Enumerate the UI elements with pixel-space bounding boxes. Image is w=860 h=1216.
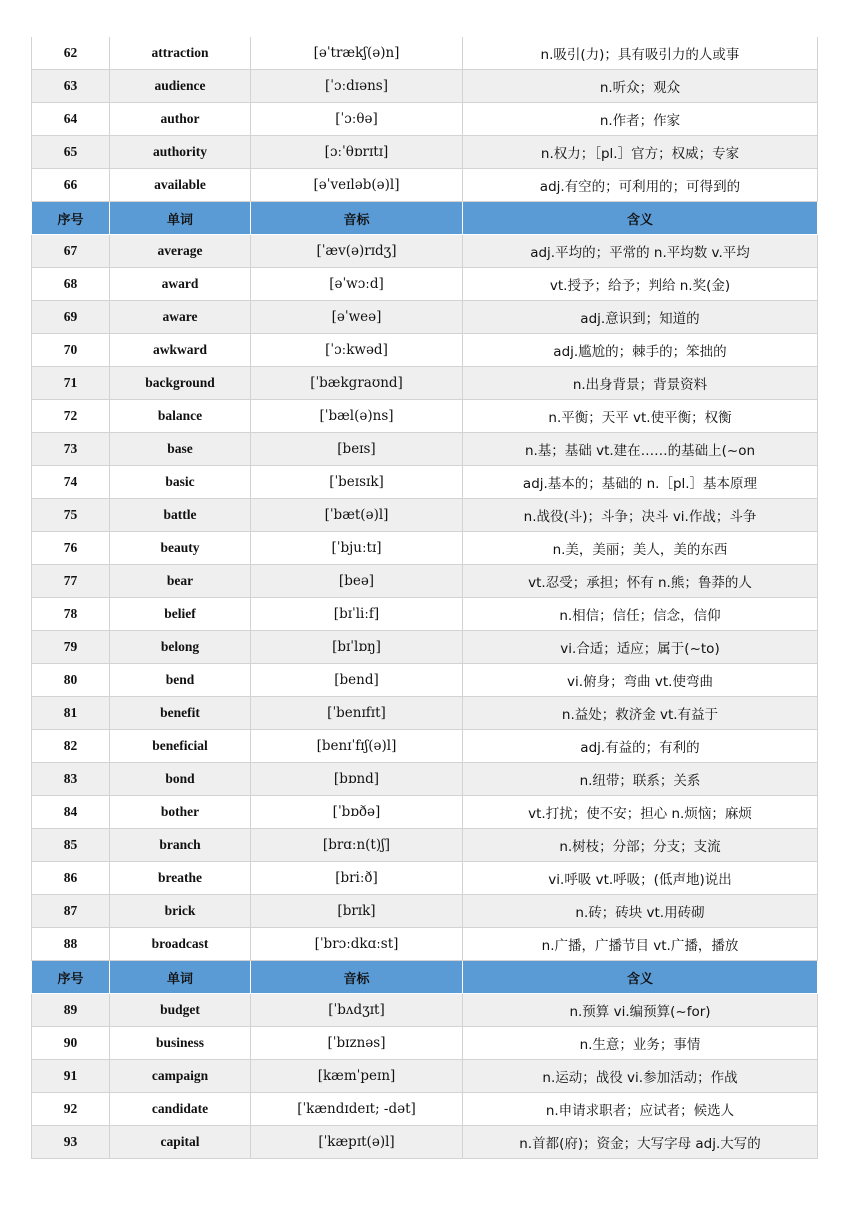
table-row: [32, 136, 818, 169]
header-number: 序号: [32, 202, 110, 235]
entry-phonetic: [brɪk]: [251, 895, 463, 928]
entry-number: 70: [32, 334, 110, 367]
entry-word: audience: [110, 70, 251, 103]
entry-meaning: n.纽带；联系；关系: [463, 763, 818, 796]
entry-word: balance: [110, 400, 251, 433]
entry-meaning: vi.俯身；弯曲 vt.使弯曲: [463, 664, 818, 697]
table-row: [32, 763, 818, 796]
entry-meaning: n.运动；战役 vi.参加活动；作战: [463, 1060, 818, 1093]
entry-number: 77: [32, 565, 110, 598]
entry-word: attraction: [110, 37, 251, 70]
entry-phonetic: [brɑːn(t)ʃ]: [251, 829, 463, 862]
entry-phonetic: [bend]: [251, 664, 463, 697]
entry-phonetic: [ˈɔːkwəd]: [251, 334, 463, 367]
entry-number: 89: [32, 994, 110, 1027]
entry-phonetic: [ɔːˈθɒrɪtɪ]: [251, 136, 463, 169]
entry-phonetic: [əˈweə]: [251, 301, 463, 334]
entry-word: background: [110, 367, 251, 400]
table-header-row: [32, 202, 818, 235]
entry-phonetic: [ˈbjuːtɪ]: [251, 532, 463, 565]
entry-meaning: n.吸引(力)；具有吸引力的人或事: [463, 37, 818, 70]
header-word: 单词: [110, 202, 251, 235]
table-row: [32, 70, 818, 103]
table-row: [32, 400, 818, 433]
entry-number: 84: [32, 796, 110, 829]
entry-meaning: vi.合适；适应；属于(~to): [463, 631, 818, 664]
entry-meaning: n.相信；信任；信念，信仰: [463, 598, 818, 631]
table-row: [32, 466, 818, 499]
table-row: [32, 1093, 818, 1126]
entry-meaning: n.平衡；天平 vt.使平衡；权衡: [463, 400, 818, 433]
table-row: [32, 895, 818, 928]
entry-number: 90: [32, 1027, 110, 1060]
table-row: [32, 37, 818, 70]
entry-meaning: n.听众；观众: [463, 70, 818, 103]
entry-number: 67: [32, 235, 110, 268]
entry-number: 62: [32, 37, 110, 70]
entry-meaning: n.砖；砖块 vt.用砖砌: [463, 895, 818, 928]
table-row: [32, 103, 818, 136]
table-row: [32, 829, 818, 862]
entry-number: 82: [32, 730, 110, 763]
entry-number: 66: [32, 169, 110, 202]
entry-number: 64: [32, 103, 110, 136]
entry-word: awkward: [110, 334, 251, 367]
table-row: [32, 664, 818, 697]
entry-meaning: n.申请求职者；应试者；候选人: [463, 1093, 818, 1126]
header-phonetic: 音标: [251, 961, 463, 994]
table-row: [32, 796, 818, 829]
table-row: [32, 994, 818, 1027]
header-meaning: 含义: [463, 202, 818, 235]
entry-number: 75: [32, 499, 110, 532]
entry-word: budget: [110, 994, 251, 1027]
entry-number: 74: [32, 466, 110, 499]
entry-number: 65: [32, 136, 110, 169]
entry-meaning: n.战役(斗)；斗争；决斗 vi.作战；斗争: [463, 499, 818, 532]
entry-word: author: [110, 103, 251, 136]
entry-word: average: [110, 235, 251, 268]
table-row: [32, 499, 818, 532]
entry-number: 92: [32, 1093, 110, 1126]
entry-word: available: [110, 169, 251, 202]
entry-phonetic: [ˈbækgraʊnd]: [251, 367, 463, 400]
vocabulary-table: [31, 37, 818, 1159]
entry-meaning: n.美，美丽；美人，美的东西: [463, 532, 818, 565]
entry-phonetic: [ˈbæt(ə)l]: [251, 499, 463, 532]
entry-word: aware: [110, 301, 251, 334]
entry-phonetic: [ˈbʌdʒɪt]: [251, 994, 463, 1027]
entry-number: 79: [32, 631, 110, 664]
entry-meaning: vi.呼吸 vt.呼吸；(低声地)说出: [463, 862, 818, 895]
entry-meaning: n.权力；［pl.］官方；权威；专家: [463, 136, 818, 169]
entry-word: beauty: [110, 532, 251, 565]
entry-word: belief: [110, 598, 251, 631]
entry-meaning: vt.忍受；承担；怀有 n.熊；鲁莽的人: [463, 565, 818, 598]
entry-meaning: vt.打扰；使不安；担心 n.烦恼；麻烦: [463, 796, 818, 829]
entry-number: 71: [32, 367, 110, 400]
entry-word: bend: [110, 664, 251, 697]
entry-phonetic: [kæmˈpeɪn]: [251, 1060, 463, 1093]
table-header-row: [32, 961, 818, 994]
vocabulary-table-body: [32, 37, 818, 1159]
entry-meaning: n.基；基础 vt.建在……的基础上(~on: [463, 433, 818, 466]
entry-word: basic: [110, 466, 251, 499]
table-row: [32, 1060, 818, 1093]
header-word: 单词: [110, 961, 251, 994]
entry-word: battle: [110, 499, 251, 532]
entry-number: 87: [32, 895, 110, 928]
entry-number: 68: [32, 268, 110, 301]
table-row: [32, 565, 818, 598]
table-row: [32, 367, 818, 400]
entry-phonetic: [ˈbenɪfɪt]: [251, 697, 463, 730]
table-row: [32, 631, 818, 664]
entry-number: 76: [32, 532, 110, 565]
entry-word: bear: [110, 565, 251, 598]
entry-phonetic: [briːð]: [251, 862, 463, 895]
entry-phonetic: [əˈveɪləb(ə)l]: [251, 169, 463, 202]
entry-phonetic: [əˈwɔːd]: [251, 268, 463, 301]
entry-meaning: n.益处；救济金 vt.有益于: [463, 697, 818, 730]
entry-phonetic: [ˈæv(ə)rɪdʒ]: [251, 235, 463, 268]
entry-word: bother: [110, 796, 251, 829]
entry-word: brick: [110, 895, 251, 928]
entry-meaning: n.出身背景；背景资料: [463, 367, 818, 400]
table-row: [32, 862, 818, 895]
entry-number: 73: [32, 433, 110, 466]
entry-phonetic: [beə]: [251, 565, 463, 598]
entry-phonetic: [ˈkæpɪt(ə)l]: [251, 1126, 463, 1159]
entry-phonetic: [ˈbeɪsɪk]: [251, 466, 463, 499]
entry-number: 63: [32, 70, 110, 103]
entry-word: breathe: [110, 862, 251, 895]
entry-word: benefit: [110, 697, 251, 730]
entry-number: 78: [32, 598, 110, 631]
table-row: [32, 598, 818, 631]
entry-meaning: n.广播，广播节目 vt.广播，播放: [463, 928, 818, 961]
entry-word: capital: [110, 1126, 251, 1159]
entry-meaning: n.生意；业务；事情: [463, 1027, 818, 1060]
entry-meaning: n.首都(府)；资金；大写字母 adj.大写的: [463, 1126, 818, 1159]
entry-meaning: adj.基本的；基础的 n.［pl.］基本原理: [463, 466, 818, 499]
table-row: [32, 928, 818, 961]
header-phonetic: 音标: [251, 202, 463, 235]
entry-word: award: [110, 268, 251, 301]
entry-phonetic: [bɒnd]: [251, 763, 463, 796]
entry-word: belong: [110, 631, 251, 664]
entry-word: business: [110, 1027, 251, 1060]
entry-meaning: adj.有益的；有利的: [463, 730, 818, 763]
entry-word: campaign: [110, 1060, 251, 1093]
entry-meaning: adj.尴尬的；棘手的；笨拙的: [463, 334, 818, 367]
entry-phonetic: [ˈɔːθə]: [251, 103, 463, 136]
entry-number: 69: [32, 301, 110, 334]
table-row: [32, 433, 818, 466]
entry-number: 72: [32, 400, 110, 433]
entry-number: 86: [32, 862, 110, 895]
entry-phonetic: [benɪˈfɪʃ(ə)l]: [251, 730, 463, 763]
entry-phonetic: [bɪˈlɒŋ]: [251, 631, 463, 664]
entry-meaning: vt.授予；给予；判给 n.奖(金): [463, 268, 818, 301]
table-row: [32, 334, 818, 367]
entry-word: base: [110, 433, 251, 466]
entry-meaning: adj.有空的；可利用的；可得到的: [463, 169, 818, 202]
header-number: 序号: [32, 961, 110, 994]
entry-phonetic: [ˈkændɪdeɪt; -dət]: [251, 1093, 463, 1126]
entry-meaning: adj.意识到；知道的: [463, 301, 818, 334]
table-row: [32, 301, 818, 334]
entry-word: beneficial: [110, 730, 251, 763]
entry-word: broadcast: [110, 928, 251, 961]
table-row: [32, 1126, 818, 1159]
entry-meaning: n.预算 vi.编预算(~for): [463, 994, 818, 1027]
header-meaning: 含义: [463, 961, 818, 994]
table-row: [32, 169, 818, 202]
entry-number: 88: [32, 928, 110, 961]
entry-number: 85: [32, 829, 110, 862]
table-row: [32, 532, 818, 565]
entry-meaning: n.树枝；分部；分支；支流: [463, 829, 818, 862]
entry-number: 81: [32, 697, 110, 730]
table-row: [32, 268, 818, 301]
entry-word: branch: [110, 829, 251, 862]
entry-meaning: n.作者；作家: [463, 103, 818, 136]
entry-phonetic: [ˈbɒðə]: [251, 796, 463, 829]
entry-phonetic: [əˈtrækʃ(ə)n]: [251, 37, 463, 70]
entry-phonetic: [ˈbɪznəs]: [251, 1027, 463, 1060]
table-row: [32, 1027, 818, 1060]
entry-phonetic: [ˈɔːdɪəns]: [251, 70, 463, 103]
entry-phonetic: [beɪs]: [251, 433, 463, 466]
entry-number: 93: [32, 1126, 110, 1159]
entry-word: candidate: [110, 1093, 251, 1126]
entry-number: 91: [32, 1060, 110, 1093]
entry-phonetic: [bɪˈliːf]: [251, 598, 463, 631]
entry-number: 83: [32, 763, 110, 796]
entry-phonetic: [ˈbæl(ə)ns]: [251, 400, 463, 433]
entry-phonetic: [ˈbrɔːdkɑːst]: [251, 928, 463, 961]
table-row: [32, 697, 818, 730]
entry-word: authority: [110, 136, 251, 169]
table-row: [32, 235, 818, 268]
table-row: [32, 730, 818, 763]
entry-word: bond: [110, 763, 251, 796]
entry-number: 80: [32, 664, 110, 697]
entry-meaning: adj.平均的；平常的 n.平均数 v.平均: [463, 235, 818, 268]
